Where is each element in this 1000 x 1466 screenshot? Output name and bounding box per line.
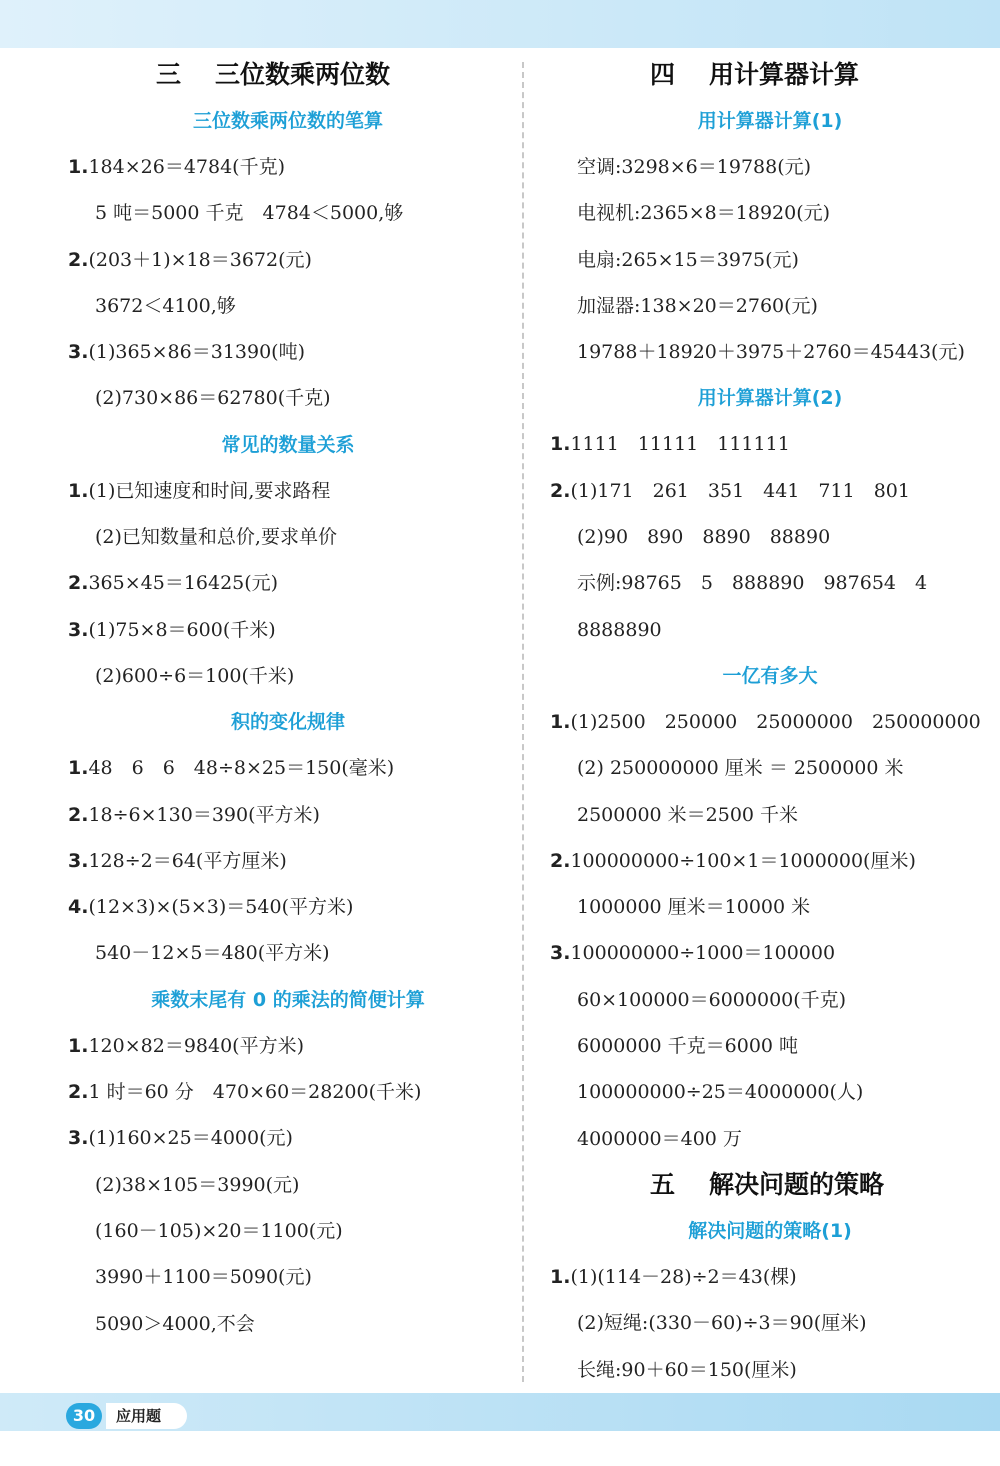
- answer-line: [68, 1115, 508, 1161]
- answer-text: (2)600÷6＝100(千米): [95, 664, 295, 687]
- answer-line: [68, 653, 508, 699]
- answer-text: 120×82＝9840(平方米): [88, 1034, 304, 1057]
- answer-text: 6000000 千克＝6000 吨: [577, 1035, 799, 1058]
- answer-text: 8888890: [577, 618, 662, 641]
- question-number: 1.: [68, 479, 89, 502]
- answer-text: 60×100000＝6000000(千克): [577, 988, 847, 1011]
- answer-line: [550, 699, 990, 745]
- top-color-band: [0, 0, 1000, 48]
- answer-text: 100000000÷25＝4000000(人): [577, 1081, 864, 1104]
- answer-line: [550, 237, 990, 283]
- answer-text: (160－105)×20＝1100(元): [95, 1219, 343, 1242]
- answer-line: [68, 283, 508, 329]
- answer-text: 3990＋1100＝5090(元): [95, 1266, 312, 1289]
- answer-text: 3672＜4100,够: [95, 294, 236, 317]
- answer-line: [68, 930, 508, 976]
- answer-text: 184×26＝4784(千克): [88, 156, 285, 178]
- section-title: 三位数乘两位数的笔算: [192, 110, 383, 132]
- answer-text: (2)38×105＝3990(元): [95, 1173, 300, 1196]
- answer-text: 5 吨＝5000 千克 4784＜5000,够: [95, 202, 404, 225]
- answer-line: [550, 977, 990, 1023]
- answer-text: 4000000＝400 万: [577, 1127, 742, 1150]
- answer-line: [68, 1301, 508, 1347]
- answer-line: [550, 1023, 990, 1069]
- answer-text: 加湿器:138×20＝2760(元): [577, 294, 818, 317]
- answer-line: [550, 607, 990, 653]
- answer-line: [68, 329, 508, 375]
- chapter-number: 五: [650, 1169, 676, 1199]
- answer-line: [550, 1300, 990, 1346]
- answer-text: (203＋1)×18＝3672(元): [88, 248, 312, 271]
- answer-line: [550, 329, 990, 375]
- answer-text: 100000000÷100×1＝1000000(厘米): [570, 849, 916, 872]
- answer-text: (1)已知速度和时间,要求路程: [88, 479, 331, 502]
- answer-line: [68, 884, 508, 930]
- answer-line: [550, 884, 990, 930]
- answer-line: [550, 144, 990, 190]
- answer-text: 18÷6×130＝390(平方米): [88, 803, 320, 826]
- section-title: 用计算器计算(1): [697, 110, 843, 132]
- answer-line: [68, 1069, 508, 1115]
- answer-line: [68, 1254, 508, 1300]
- section-title: 一亿有多大: [722, 664, 818, 687]
- answer-text: 5090＞4000,不会: [95, 1312, 255, 1335]
- footer-label: 应用题: [106, 1403, 187, 1429]
- answer-line: [550, 468, 990, 514]
- answer-line: [550, 283, 990, 329]
- answer-line: [550, 930, 990, 976]
- answer-text: (1)365×86＝31390(吨): [88, 341, 305, 364]
- answer-text: (1)75×8＝600(千米): [88, 618, 276, 641]
- question-number: 3.: [68, 849, 89, 872]
- column-divider: [522, 62, 524, 1382]
- answer-text: (12×3)×(5×3)＝540(平方米): [88, 896, 354, 919]
- answer-line: [550, 560, 990, 606]
- answer-line: [550, 421, 990, 467]
- answer-text: (2)90 890 8890 88890: [577, 526, 831, 549]
- question-number: 4.: [68, 896, 89, 919]
- answer-line: [68, 1023, 508, 1069]
- answer-text: 空调:3298×6＝19788(元): [577, 156, 812, 178]
- section-title: 常见的数量关系: [221, 433, 355, 456]
- question-number: 3.: [68, 1127, 89, 1150]
- chapter-title: 三位数乘两位数: [215, 60, 391, 89]
- answer-line: [550, 838, 990, 884]
- answer-line: [550, 1347, 990, 1393]
- chapter-title: 用计算器计算: [709, 60, 860, 89]
- left-column: [68, 52, 508, 1347]
- answer-text: (2) 250000000 厘米 ＝ 2500000 米: [577, 757, 904, 780]
- answer-text: (1)171 261 351 441 711 801: [570, 479, 910, 502]
- chapter-number: 四: [650, 60, 676, 89]
- chapter-number: 三: [156, 60, 182, 89]
- answer-line: [68, 514, 508, 560]
- answer-line: [68, 792, 508, 838]
- answer-text: 48 6 6 48÷8×25＝150(毫米): [88, 757, 395, 780]
- answer-line: [550, 1116, 990, 1162]
- question-number: 2.: [68, 803, 89, 826]
- answer-text: 长绳:90＋60＝150(厘米): [577, 1358, 797, 1381]
- question-number: 1.: [68, 1034, 89, 1057]
- answer-text: (1)2500 250000 25000000 250000000: [570, 710, 981, 733]
- question-number: 1.: [68, 757, 89, 780]
- answer-text: 128÷2＝64(平方厘米): [88, 849, 287, 872]
- section-title: 乘数末尾有 0 的乘法的简便计算: [151, 988, 425, 1011]
- answer-text: (1)160×25＝4000(元): [88, 1127, 293, 1150]
- answer-line: [550, 1069, 990, 1115]
- answer-line: [68, 1208, 508, 1254]
- answer-text: 540－12×5＝480(平方米): [95, 942, 330, 965]
- answer-text: 1111 11111 111111: [570, 433, 790, 456]
- section-title: 积的变化规律: [230, 711, 345, 734]
- answer-line: [550, 514, 990, 560]
- answer-line: [68, 560, 508, 606]
- question-number: 1.: [68, 156, 89, 178]
- answer-text: 365×45＝16425(元): [88, 572, 279, 595]
- question-number: 3.: [550, 942, 571, 965]
- answer-line: [68, 607, 508, 653]
- section-title: 用计算器计算(2): [697, 387, 843, 410]
- answer-text: 电视机:2365×8＝18920(元): [577, 202, 831, 225]
- answer-line: [550, 792, 990, 838]
- question-number: 1.: [550, 433, 571, 456]
- chapter-heading: [550, 52, 990, 98]
- answer-text: (2)730×86＝62780(千克): [95, 387, 331, 410]
- question-number: 3.: [68, 341, 89, 364]
- chapter-heading: [550, 1162, 990, 1208]
- answer-text: 1 时＝60 分 470×60＝28200(千米): [88, 1081, 422, 1104]
- chapter-heading: [68, 52, 508, 98]
- answer-line: [68, 745, 508, 791]
- right-column: [550, 52, 990, 1393]
- question-number: 1.: [550, 710, 571, 733]
- question-number: 2.: [68, 248, 89, 271]
- page-number: 30: [66, 1403, 102, 1429]
- question-number: 2.: [68, 1081, 89, 1104]
- answer-text: 2500000 米＝2500 千米: [577, 803, 799, 826]
- answer-line: [550, 745, 990, 791]
- question-number: 1.: [550, 1265, 571, 1288]
- answer-line: [68, 237, 508, 283]
- page-footer: [66, 1402, 187, 1430]
- answer-text: (2)已知数量和总价,要求单价: [95, 526, 337, 549]
- answer-text: 1000000 厘米＝10000 米: [577, 896, 811, 919]
- chapter-title: 解决问题的策略: [709, 1169, 885, 1199]
- answer-text: 示例:98765 5 888890 987654 4: [577, 572, 928, 595]
- answer-text: (1)(114－28)÷2＝43(棵): [570, 1265, 797, 1288]
- answer-line: [68, 190, 508, 236]
- answer-text: 100000000÷1000＝100000: [570, 942, 836, 965]
- question-number: 3.: [68, 618, 89, 641]
- question-number: 2.: [550, 849, 571, 872]
- section-title: 解决问题的策略(1): [688, 1219, 852, 1242]
- answer-text: 电扇:265×15＝3975(元): [577, 248, 799, 271]
- answer-line: [68, 375, 508, 421]
- question-number: 2.: [550, 479, 571, 502]
- answer-line: [68, 144, 508, 190]
- answer-line: [550, 190, 990, 236]
- answer-line: [68, 468, 508, 514]
- question-number: 2.: [68, 572, 89, 595]
- answer-text: 19788＋18920＋3975＋2760＝45443(元): [577, 341, 965, 364]
- answer-text: (2)短绳:(330－60)÷3＝90(厘米): [577, 1312, 867, 1335]
- answer-line: [68, 838, 508, 884]
- answer-line: [550, 1254, 990, 1300]
- answer-line: [68, 1162, 508, 1208]
